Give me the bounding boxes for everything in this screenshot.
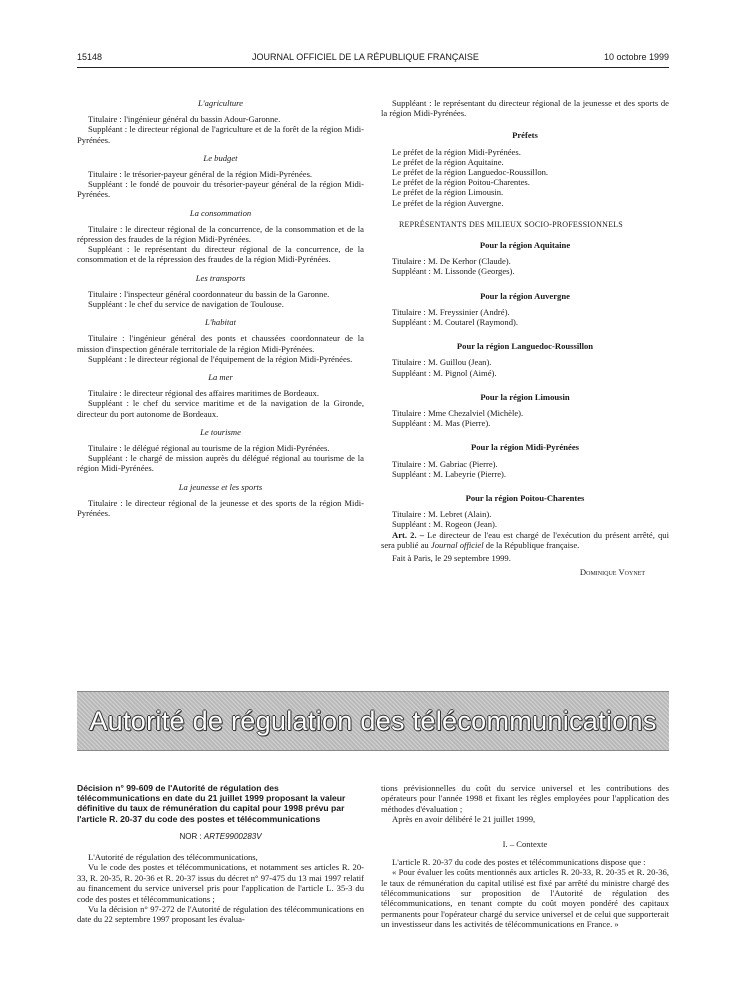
section-habitat: [77, 317, 364, 364]
decision-paragraph: tions prévisionnelles du coût du service universel et les contributions des opérateurs pour l'année 1998 et fixant les règles employées pour l'application des méthodes d'évaluation ;: [381, 783, 669, 814]
titulaire-line: Titulaire : le délégué régional au tourisme de la région Midi-Pyrénées.: [88, 443, 330, 454]
representants-title: REPRÉSENTANTS DES MILIEUX SOCIO-PROFESSIONNELS: [399, 219, 623, 229]
titulaire-line: Titulaire : le trésorier-payeur général de la région Midi-Pyrénées.: [88, 169, 313, 180]
nor-value: ARTE9900283V: [203, 831, 262, 841]
titulaire-line: Titulaire : M. De Kerhor (Claude).: [392, 256, 511, 267]
banner-title: Autorité de régulation des télécommunications: [89, 706, 657, 736]
journal-title: JOURNAL OFFICIEL DE LA RÉPUBLIQUE FRANÇAISE: [252, 52, 479, 62]
article-2-text-end: de la République française.: [483, 539, 580, 550]
titulaire-line: Titulaire : l'ingénieur général du bassin Adour-Garonne.: [88, 114, 281, 125]
decision-paragraph: Vu la décision n° 97-272 de l'Autorité de régulation des télécommunications en date du 22 septembre 1997 proposant les évalua-: [77, 904, 364, 925]
titulaire-line: Titulaire : M. Guillou (Jean).: [392, 357, 492, 368]
region-midi-pyrenees: [381, 442, 669, 479]
decision-paragraph: L'Autorité de régulation des télécommunications,: [88, 852, 258, 863]
context-heading: [381, 839, 669, 849]
titulaire-line: Titulaire : M. Gabriac (Pierre).: [392, 458, 498, 469]
signature: Dominique Voynet: [579, 567, 645, 578]
done-at-line: Fait à Paris, le 29 septembre 1999.: [392, 553, 511, 564]
decision-left-column: [77, 783, 364, 925]
suppleant-line: Suppléant : le chef du service de navigation de Toulouse.: [88, 299, 284, 310]
suppleant-line: Suppléant : M. Pignol (Aimé).: [392, 367, 497, 378]
section-title: L'agriculture: [198, 98, 243, 108]
list-item: Le préfet de la région Poitou-Charentes.: [392, 177, 530, 188]
region-title: Pour la région Midi-Pyrénées: [471, 442, 579, 453]
region-aquitaine: [381, 240, 669, 277]
issue-date: 10 octobre 1999: [603, 52, 669, 62]
titulaire-line: Titulaire : le directeur régional de la jeunesse et des sports de la région Midi-Pyrénées.: [77, 497, 364, 519]
section-title: La mer: [208, 372, 233, 383]
suppleant-line: Suppléant : le chef du service maritime et de la navigation de la Gironde, directeur du port autonome de Bordeaux.: [77, 398, 364, 419]
page-number: 15148: [77, 52, 103, 62]
suppleant-line: Suppléant : le fondé de pouvoir du trésorier-payeur général de la région Midi-Pyrénées.: [77, 179, 364, 200]
region-auvergne: [381, 291, 669, 328]
context-paragraph: « Pour évaluer les coûts mentionnés aux articles R. 20-33, R. 20-35 et R. 20-36, le taux de rémunération du capital utilisé est fixé par arrêté du ministre chargé des télécommunications sur proposition de l'Autorité de régulation des télécommunications, en tenant compte du coût moyen pondéré des capitaux permanents pour l'opérateur chargé du service universel et de celui que supporterait un investisseur dans les activités de télécommunications en France. »: [381, 867, 669, 930]
journal-officiel-ref: Journal officiel: [430, 539, 484, 550]
section-title: Les transports: [195, 272, 246, 283]
nor-label: NOR :: [179, 831, 204, 841]
region-limousin: [381, 392, 669, 429]
article-2-text: Le directeur de l'eau est chargé de l'exécution du présent arrêté, qui sera publié au: [381, 529, 669, 550]
section-consommation: [77, 208, 364, 265]
titulaire-line: Titulaire : le directeur régional des affaires maritimes de Bordeaux.: [88, 388, 319, 399]
section-title: Le tourisme: [200, 426, 241, 437]
nor-reference: [77, 832, 364, 842]
right-column: [381, 98, 669, 578]
decision-paragraph: Après en avoir délibéré le 21 juillet 1999,: [392, 814, 536, 825]
article-2: [381, 530, 669, 550]
region-title: Pour la région Limousin: [480, 391, 570, 402]
header-rule: [77, 67, 669, 68]
suppleant-line: Suppléant : le chargé de mission auprès du délégué régional au tourisme de la région Midi-Pyrénées.: [77, 453, 364, 474]
list-item: Le préfet de la région Aquitaine.: [392, 156, 504, 167]
suppleant-line: Suppléant : le directeur régional de l'équipement de la région Midi-Pyrénées.: [88, 353, 353, 364]
suppleant-line: Suppléant : le représentant du directeur régional de la jeunesse et des sports de la région Midi-Pyrénées.: [381, 98, 669, 119]
section-jeunesse-sports: [77, 482, 364, 519]
section-title: Le budget: [203, 152, 238, 163]
list-item: Le préfet de la région Limousin.: [392, 187, 504, 198]
region-title: Pour la région Auvergne: [480, 290, 570, 301]
section-transports: [77, 273, 364, 310]
titulaire-line: Titulaire : l'ingénieur général des ponts et chaussées coordonnateur de la mission d'inspection générale territoriale de la région Midi-Pyrénées.: [77, 333, 364, 354]
region-title: Pour la région Languedoc-Roussillon: [456, 341, 594, 352]
suppleant-line: Suppléant : le directeur régional de l'agriculture et de la forêt de la région Midi-Pyrénées.: [77, 124, 364, 145]
suppleant-line: Suppléant : le représentant du directeur régional de la concurrence, de la consommation et de la répression des fraudes de la région Midi-Pyrénées.: [77, 244, 364, 265]
decision-paragraph: Vu le code des postes et télécommunications, et notamment ses articles R. 20-33, R. 20-35, R. 20-36 et R. 20-37 issus du décret n° 97-475 du 13 mai 1997 relatif au financement du service universel pris pour l'application de l'article L. 35-3 du code des postes et télécommunications ;: [77, 862, 364, 904]
region-title: Pour la région Aquitaine: [479, 240, 571, 251]
titulaire-line: Titulaire : le directeur régional de la concurrence, de la consommation et de la répression des fraudes de la région Midi-Pyrénées.: [77, 223, 364, 245]
decision-right-column: [381, 783, 669, 930]
section-tourisme: [77, 427, 364, 474]
article-2-label: Art. 2. –: [392, 529, 425, 540]
prefets-title: Préfets: [512, 130, 538, 141]
section-budget: [77, 153, 364, 200]
region-poitou-charentes: [381, 493, 669, 530]
section-agriculture: [77, 98, 364, 145]
left-column: [77, 98, 364, 518]
titulaire-line: Titulaire : M. Lebret (Alain).: [392, 509, 492, 520]
section-title: L'habitat: [205, 317, 236, 328]
context-heading-text: I. – Contexte: [502, 838, 548, 849]
region-languedoc-roussillon: [381, 341, 669, 378]
section-banner: [77, 691, 669, 751]
titulaire-line: Titulaire : l'inspecteur général coordonnateur du bassin de la Garonne.: [88, 288, 330, 299]
suppleant-line: Suppléant : M. Labeyrie (Pierre).: [392, 468, 507, 479]
region-title: Pour la région Poitou-Charentes: [465, 493, 585, 504]
titulaire-line: Titulaire : M. Freyssinier (André).: [392, 306, 510, 317]
prefets-list: [381, 147, 669, 208]
section-mer: [77, 372, 364, 419]
suppleant-line: Suppléant : M. Lissonde (Georges).: [392, 266, 515, 277]
list-item: Le préfet de la région Midi-Pyrénées.: [392, 146, 521, 157]
section-title: La jeunesse et les sports: [178, 481, 263, 492]
decision-title: Décision n° 99-609 de l'Autorité de régulation des télécommunications en date du 21 juillet 1999 proposant la valeur définitive du taux de rémunération du capital pour 1998 prévu par l'article R. 20-37 du code des postes et télécommunications: [77, 783, 346, 824]
context-paragraph: L'article R. 20-37 du code des postes et télécommunications dispose que :: [392, 856, 646, 867]
section-title: La consommation: [189, 207, 252, 218]
titulaire-line: Titulaire : Mme Chezalviel (Michèle).: [392, 408, 524, 419]
list-item: Le préfet de la région Auvergne.: [392, 197, 504, 208]
list-item: Le préfet de la région Languedoc-Roussillon.: [392, 167, 549, 178]
suppleant-line: Suppléant : M. Coutarel (Raymond).: [392, 317, 519, 328]
suppleant-line: Suppléant : M. Mas (Pierre).: [392, 418, 491, 429]
suppleant-line: Suppléant : M. Rogeon (Jean).: [392, 519, 498, 530]
